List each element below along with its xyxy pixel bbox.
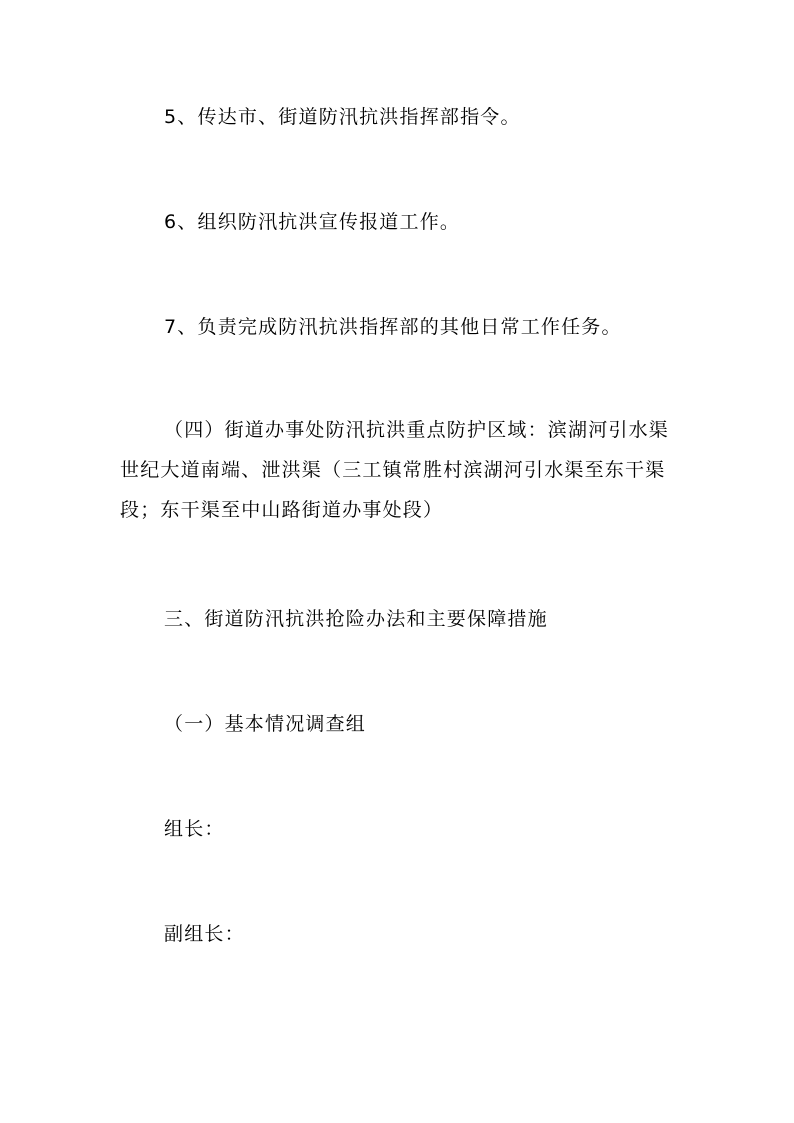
subsection-heading-survey-group: （一）基本情况调查组 [164, 713, 367, 735]
group-leader-label: 组长： [164, 818, 225, 840]
paragraph-item-7: 7、负责完成防汛抗洪指挥部的其他日常工作任务。 [164, 316, 622, 338]
section-heading-three: 三、街道防汛抗洪抢险办法和主要保障措施 [164, 608, 548, 630]
paragraph-item-6: 6、组织防汛抗洪宣传报道工作。 [164, 211, 461, 233]
paragraph-key-protection-areas: （四）街道办事处防汛抗洪重点防护区域：滨湖河引水渠世纪大道南端、泄洪渠（三工镇常胜村滨湖河引水渠至东干渠段；东干渠至中山路街道办事处段） [120, 419, 670, 521]
paragraph-item-5: 5、传达市、街道防汛抗洪指挥部指令。 [164, 106, 521, 128]
deputy-group-leader-label: 副组长： [164, 923, 245, 945]
